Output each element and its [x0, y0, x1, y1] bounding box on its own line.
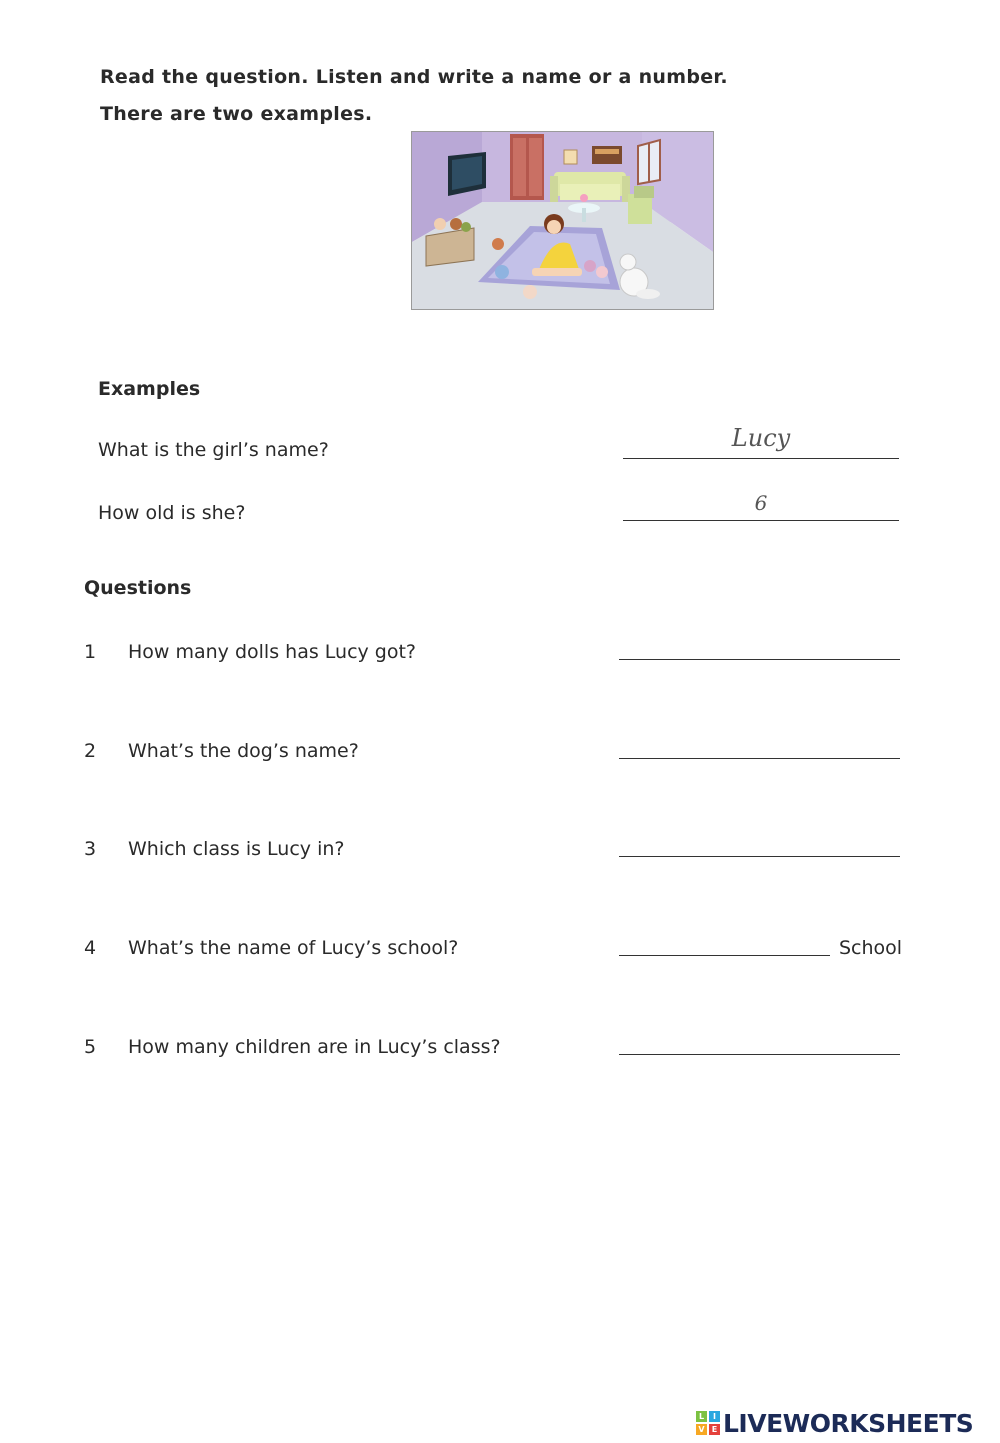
examples-heading: Examples [98, 378, 201, 400]
liveworksheets-logo [696, 1408, 973, 1438]
window-icon [638, 140, 660, 184]
answer-field-3[interactable] [619, 856, 900, 857]
instruction-line-1: Read the question. Listen and write a name or a number. [100, 66, 728, 88]
logo-letter: E [709, 1424, 720, 1435]
example-question: How old is she? [98, 502, 246, 524]
school-suffix-label: School [839, 937, 903, 959]
question-number: 2 [84, 740, 97, 762]
room-scene-illustration [411, 131, 714, 310]
example-answer-line [623, 458, 899, 459]
question-number: 5 [84, 1036, 97, 1058]
logo-letter: I [709, 1411, 720, 1422]
instruction-line-2: There are two examples. [100, 103, 373, 125]
example-question: What is the girl’s name? [98, 439, 329, 461]
example-answer-handwritten: 6 [754, 491, 768, 515]
example-answer-handwritten: Lucy [731, 424, 791, 452]
brand-name: LIVEWORKSHEETS [723, 1408, 974, 1438]
logo-squares-icon [696, 1411, 720, 1435]
question-number: 4 [84, 937, 97, 959]
logo-letter: L [696, 1411, 707, 1422]
question-number: 3 [84, 838, 97, 860]
question-text: What’s the dog’s name? [128, 740, 359, 762]
answer-field-5[interactable] [619, 1054, 900, 1055]
sofa-icon [550, 172, 630, 202]
question-text: How many dolls has Lucy got? [128, 641, 417, 663]
answer-field-1[interactable] [619, 659, 900, 660]
answer-field-4[interactable] [619, 955, 830, 956]
question-text: What’s the name of Lucy’s school? [128, 937, 459, 959]
questions-heading: Questions [84, 577, 192, 599]
question-text: How many children are in Lucy’s class? [128, 1036, 501, 1058]
door-icon [510, 134, 544, 200]
question-number: 1 [84, 641, 97, 663]
logo-letter: V [696, 1424, 707, 1435]
answer-field-2[interactable] [619, 758, 900, 759]
question-text: Which class is Lucy in? [128, 838, 345, 860]
example-answer-line [623, 520, 899, 521]
